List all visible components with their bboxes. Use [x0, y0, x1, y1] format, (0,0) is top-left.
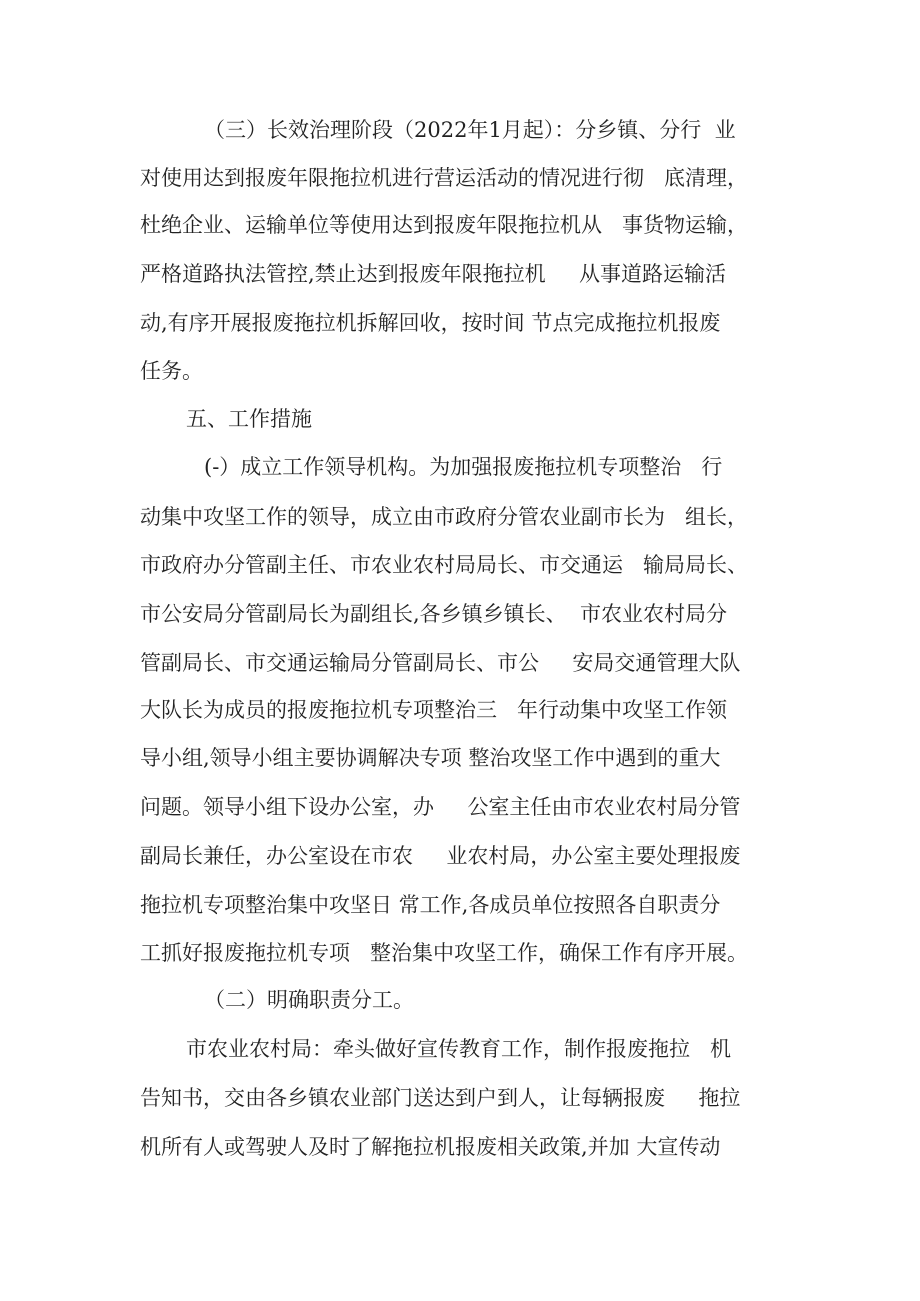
- paragraph-line: 管副局长、市交通运输局分管副局长、市公 安局交通管理大队: [140, 651, 741, 675]
- paragraph-line: 问题。领导小组下设办公室，办 公室主任由市农业农村局分管: [140, 795, 741, 819]
- paragraph-line: 导小组,领导小组主要协调解决专项 整治攻坚工作中遇到的重大: [140, 746, 721, 770]
- paragraph-line: 副局长兼任，办公室设在市农 业农村局，办公室主要处理报废: [140, 844, 741, 868]
- paragraph-line: 市农业农村局：牵头做好宣传教育工作，制作报废拖拉 机: [186, 1037, 732, 1061]
- paragraph-line: （三）长效治理阶段（2022年1月起）：分乡镇、分行 业: [204, 118, 736, 142]
- paragraph-line: 对使用达到报废年限拖拉机进行营运活动的情况进行彻 底清理，: [140, 166, 749, 190]
- paragraph-line: 市政府办分管副主任、市农业农村局局长、市交通运 输局局长、: [140, 553, 749, 577]
- paragraph-line: 工抓好报废拖拉机专项 整治集中攻坚工作，确保工作有序开展。: [140, 941, 749, 965]
- section-heading: 五、工作措施: [186, 407, 312, 431]
- subsection-heading: （二）明确职责分工。: [204, 988, 414, 1012]
- paragraph-line: (-）成立工作领导机构。为加强报废拖拉机专项整治 行: [204, 455, 723, 479]
- paragraph-line: 机所有人或驾驶人及时了解拖拉机报废相关政策,并加 大宣传动: [140, 1135, 721, 1159]
- paragraph-line: 大队长为成员的报废拖拉机专项整治三 年行动集中攻坚工作领: [140, 698, 728, 722]
- paragraph-line: 拖拉机专项整治集中攻坚日 常工作,各成员单位按照各自职责分: [140, 893, 721, 917]
- paragraph-line: 严格道路执法管控,禁止达到报废年限拖拉机 从事道路运输活: [140, 262, 727, 286]
- paragraph-line: 告知书，交由各乡镇农业部门送达到户到人，让每辆报废 拖拉: [140, 1086, 741, 1110]
- paragraph-line: 任务。: [140, 359, 203, 383]
- paragraph-line: 杜绝企业、运输单位等使用达到报废年限拖拉机从 事货物运输，: [140, 213, 749, 237]
- paragraph-line: 市公安局分管副局长为副组长,各乡镇乡镇长、 市农业农村局分: [140, 602, 728, 626]
- paragraph-line: 动集中攻坚工作的领导，成立由市政府分管农业副市长为 组长，: [140, 505, 749, 529]
- paragraph-line: 动,有序开展报废拖拉机拆解回收，按时间 节点完成拖拉机报废: [140, 311, 721, 335]
